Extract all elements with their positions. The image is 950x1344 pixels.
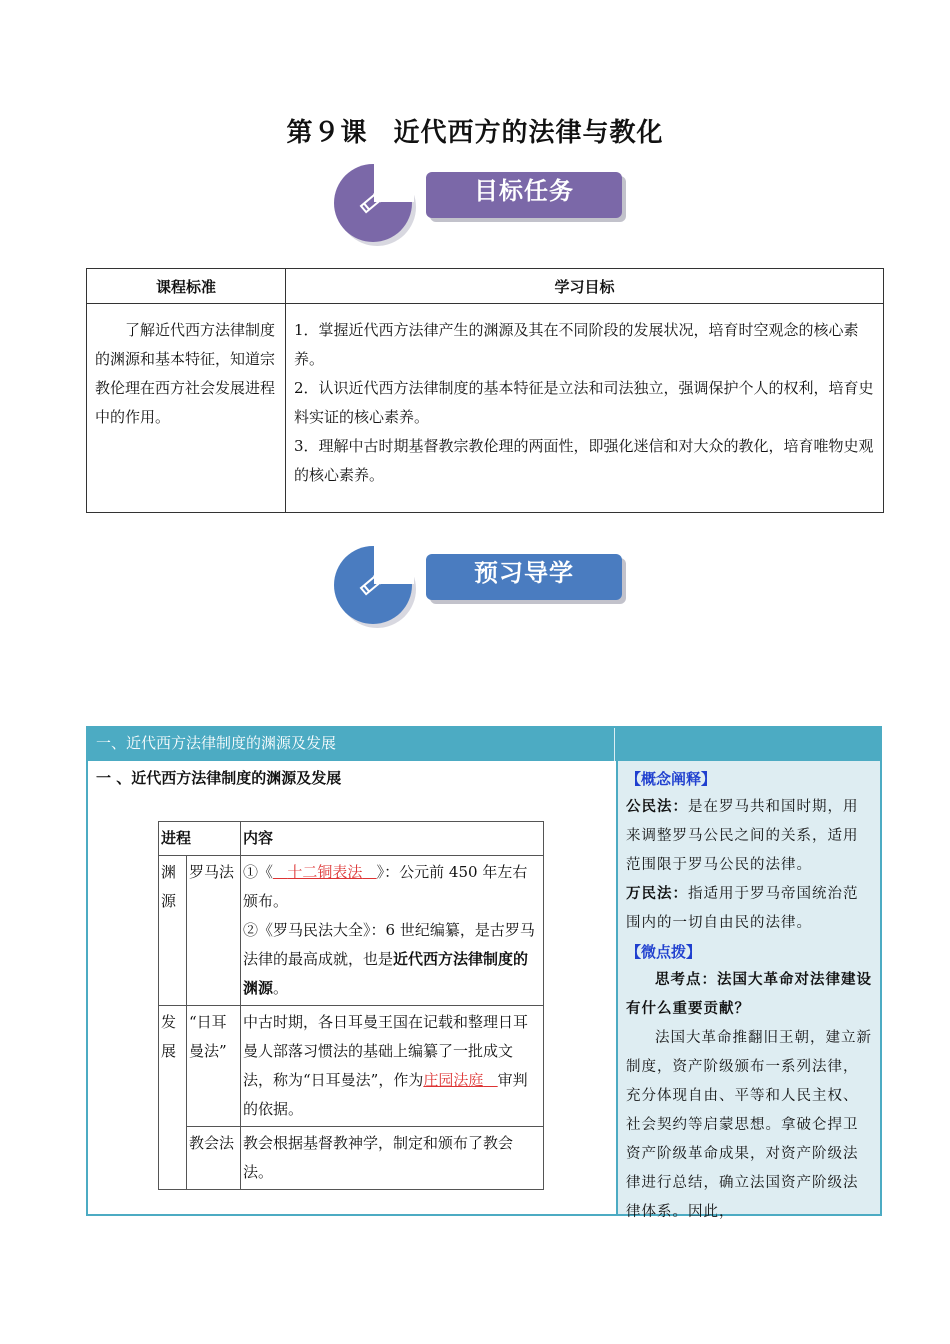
roman-law-content: ①《 十二铜表法 》：公元前 450 年左右颁布。 ②《罗马民法大全》：6 世纪编纂，是古罗马法律的最高成就，也是近代西方法律制度的渊源。 [241,856,544,1006]
history-table [158,821,544,1190]
origin-cell: 渊源 [159,856,187,1006]
roman-law-cell: 罗马法 [187,856,241,1006]
think-answer: 法国大革命推翻旧王朝，建立新制度，资产阶级颁布一系列法律，充分体现自由、平等和人民主权、社会契约等启蒙思想。拿破仑捍卫资产阶级革命成果，对资产阶级法律进行总结，确立法国资产阶级法律体系。因此， [626,1030,872,1220]
germanic-law-content: 中古时期，各日耳曼王国在记载和整理日耳曼人部落习惯法的基础上编纂了一批成文法，称为“日耳曼法”，作为庄园法庭 审判的依据。 [241,1006,544,1127]
fill-blank-answer: 庄园法庭 [423,1071,484,1089]
goals-header: 学习目标 [286,269,884,304]
lesson-name: 近代西方的法律与教化 [393,118,664,148]
course-standard: 了解近代西方法律制度的渊源和基本特征，知道宗教伦理在西方社会发展进程中的作用。 [87,304,286,513]
church-law-content: 教会根据基督教神学，制定和颁布了教会法。 [241,1127,544,1190]
sub-title: 一 、近代西方法律制度的渊源及发展 [96,769,342,787]
page-title [0,112,950,149]
tip-heading: 【微点拨】 [626,943,702,961]
objectives-table [86,268,884,513]
learning-goals [286,304,884,513]
development-cell: 发展 [159,1006,187,1190]
preview-section-badge [334,546,634,626]
lesson-number: 第９课 [286,118,368,148]
pencil-icon [356,568,388,600]
civil-law-note: 公民法：是在罗马共和国时期，用来调整罗马公民之间的关系，适用范围限于罗马公民的法律。 [626,799,859,873]
section-bar-title: 一、近代西方法律制度的渊源及发展 [96,734,337,752]
section-bar [88,728,880,761]
sidebar-notes [616,761,880,1220]
church-law-cell: 教会法 [187,1127,241,1190]
main-column [88,761,614,1214]
goals-label: 目标任务 [426,172,622,218]
concept-heading: 【概念阐释】 [626,770,717,788]
preview-label: 预习导学 [426,554,622,600]
goal-item: 1．掌握近代西方法律产生的渊源及其在不同阶段的发展状况，培育时空观念的核心素养。 [294,321,859,368]
process-header: 进程 [159,822,241,856]
goal-item: 3．理解中古时期基督教宗教伦理的两面性，即强化迷信和对大众的教化，培育唯物史观的核心素养。 [294,437,874,484]
content-header: 内容 [241,822,544,856]
standard-header: 课程标准 [87,269,286,304]
goals-section-badge [334,164,634,244]
goal-item: 2．认识近代西方法律制度的基本特征是立法和司法独立，强调保护个人的权利，培育史料实证的核心素养。 [294,379,874,426]
fill-blank-answer: 十二铜表法 [287,863,363,881]
think-question: 思考点：法国大革命对法律建设有什么重要贡献？ [626,972,872,1017]
germanic-law-cell: “日耳曼法” [187,1006,241,1127]
gentium-law-note: 万民法：指适用于罗马帝国统治范围内的一切自由民的法律。 [626,886,859,931]
pencil-icon [356,186,388,218]
preview-section [86,726,882,1220]
